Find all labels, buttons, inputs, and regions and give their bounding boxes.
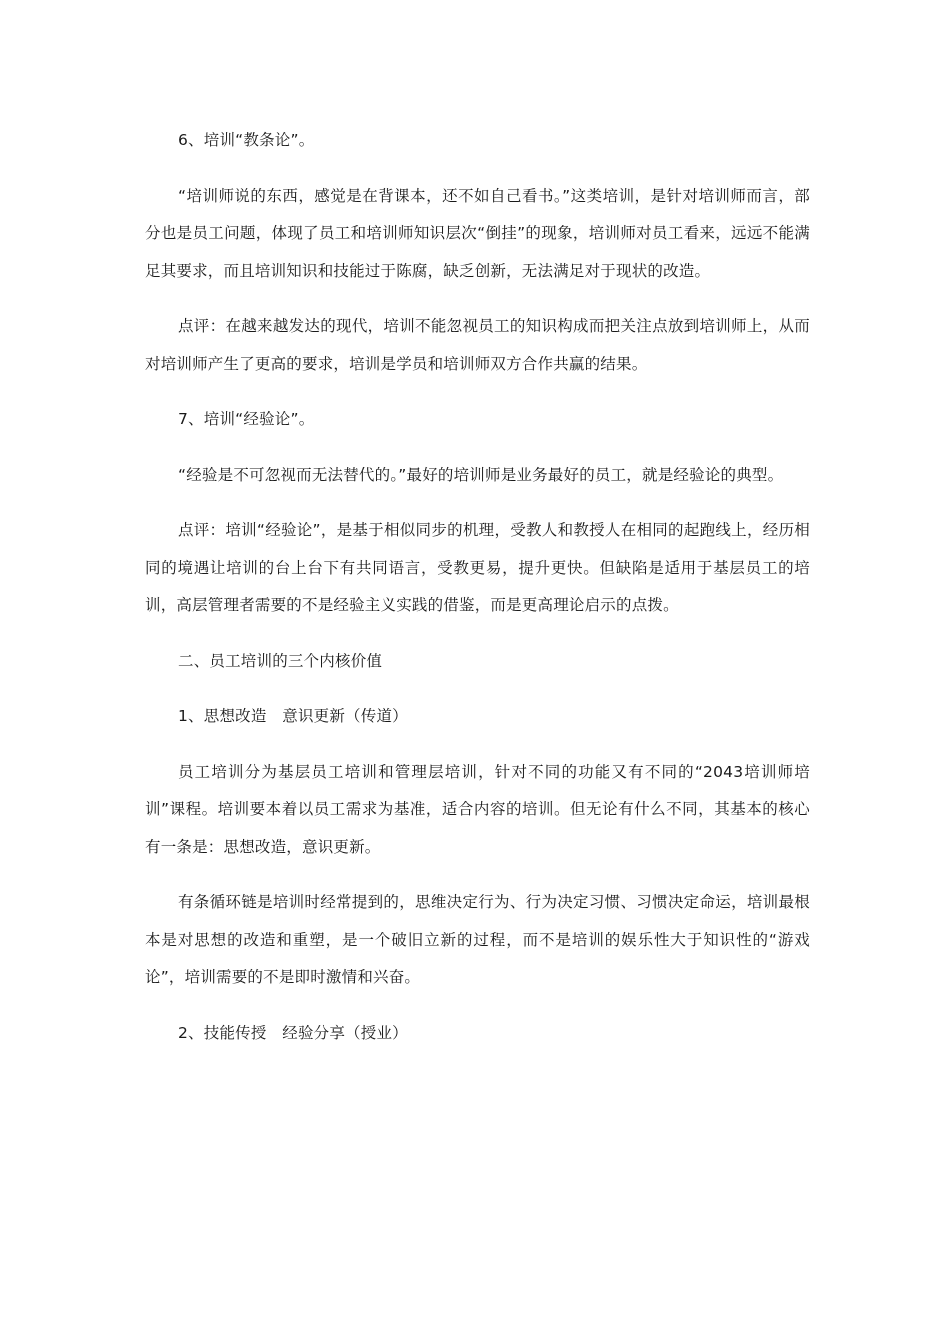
paragraph-dogma-description: “培训师说的东西，感觉是在背课本，还不如自己看书。”这类培训，是针对培训师而言，部分也是员工问题，体现了员工和培训师知识层次“倒挂”的现象，培训师对员工看来，远远不能满足其要求，而且培训知识和技能过于陈腐，缺乏创新，无法满足对于现状的改造。 bbox=[145, 186, 810, 280]
paragraph-training-types: 员工培训分为基层员工培训和管理层培训，针对不同的功能又有不同的“2043培训师培训”课程。培训要本着以员工需求为基准，适合内容的培训。但无论有什么不同，其基本的核心有一条是：思想改造，意识更新。 bbox=[145, 762, 810, 856]
paragraph-experience-comment: 点评：培训“经验论”，是基于相似同步的机理，受教人和教授人在相同的起跑线上，经历相同的境遇让培训的台上台下有共同语言，受教更易，提升更快。但缺陷是适用于基层员工的培训，高层管理者需要的不是经验主义实践的借鉴，而是更高理论启示的点拨。 bbox=[145, 521, 810, 614]
document-body bbox=[145, 122, 810, 1070]
section-heading-7: 7、培训“经验论”。 bbox=[178, 410, 315, 428]
section-heading-6: 6、培训“教条论”。 bbox=[178, 131, 315, 149]
chapter-heading-core-values: 二、员工培训的三个内核价值 bbox=[178, 651, 383, 670]
subheading-skill-transfer: 2、技能传授 经验分享（授业） bbox=[178, 1023, 408, 1042]
paragraph-dogma-comment: 点评：在越来越发达的现代，培训不能忽视员工的知识构成而把关注点放到培训师上，从而对培训师产生了更高的要求，培训是学员和培训师双方合作共赢的结果。 bbox=[145, 317, 810, 373]
paragraph-cycle-chain: 有条循环链是培训时经常提到的，思维决定行为、行为决定习惯、习惯决定命运，培训最根本是对思想的改造和重塑，是一个破旧立新的过程，而不是培训的娱乐性大于知识性的“游戏论”，培训需要的不是即时激情和兴奋。 bbox=[145, 893, 810, 986]
paragraph-experience-description: “经验是不可忽视而无法替代的。”最好的培训师是业务最好的员工，就是经验论的典型。 bbox=[178, 465, 784, 484]
subheading-thought-reform: 1、思想改造 意识更新（传道） bbox=[178, 707, 408, 725]
